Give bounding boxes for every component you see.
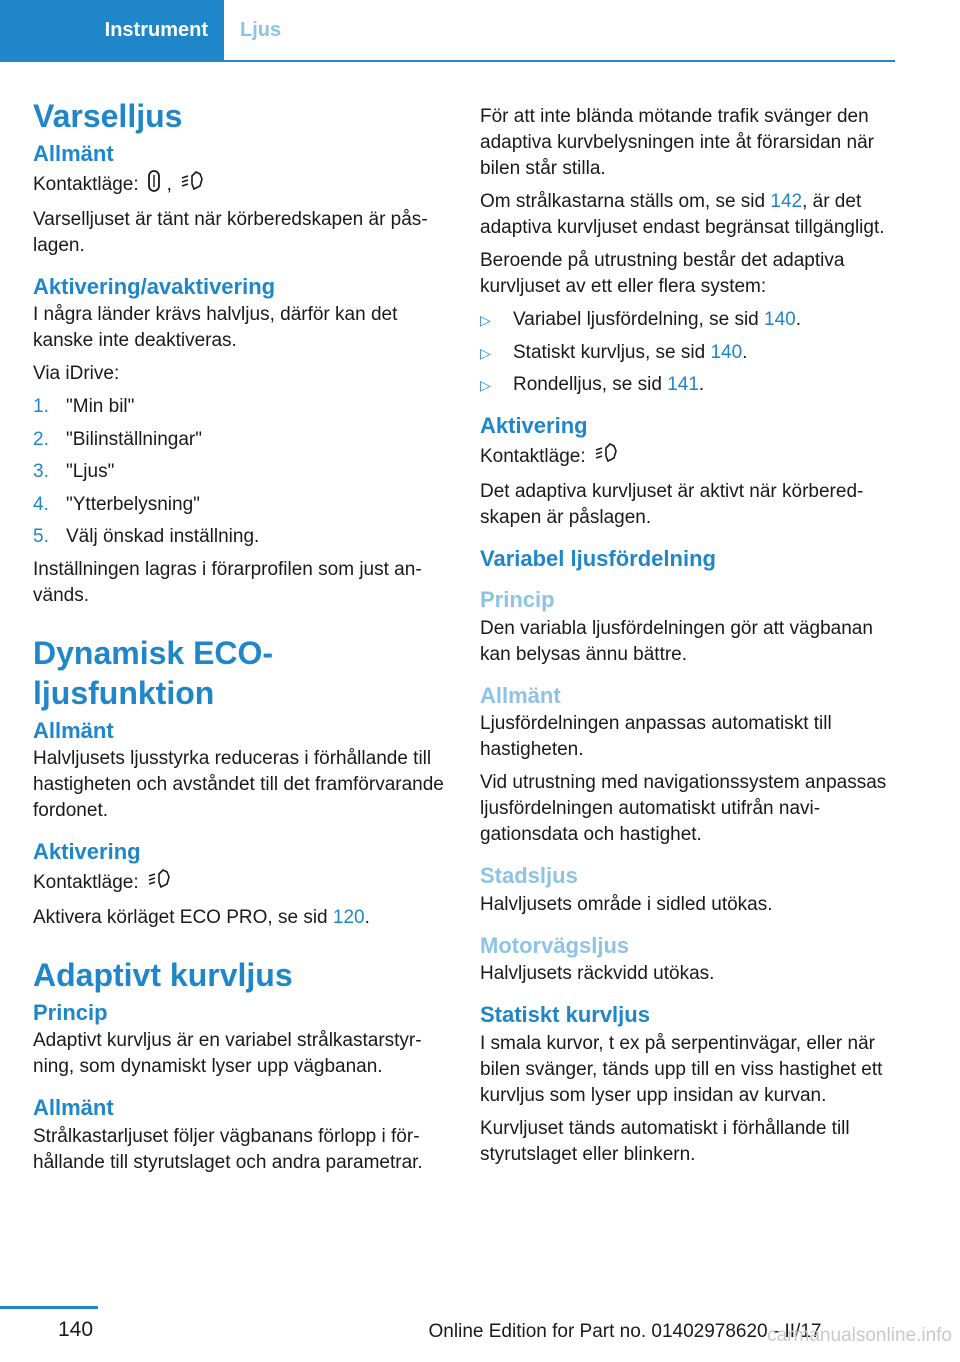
text: Aktivera körläget ECO PRO, se sid (33, 906, 328, 928)
subheading-allmant: Allmänt (33, 141, 114, 166)
tab-instrument[interactable]: Instrument (0, 0, 224, 60)
list-item (480, 340, 895, 366)
paragraph-stadsljus: Halvljusets område i sidled utökas. (480, 893, 773, 915)
list-item (33, 492, 448, 518)
paragraph-variabel-allmant-1: Ljusfördelningen anpassas automatiskt till hastigheten. (480, 713, 832, 760)
heading-varselljus: Varselljus (33, 98, 183, 134)
list-item (480, 372, 895, 398)
system-list (480, 307, 895, 398)
text: . (742, 341, 748, 363)
text: Rondelljus, se sid (513, 374, 662, 395)
list-item (33, 524, 448, 550)
header-rule (0, 60, 895, 62)
key-position-ignition-icon (180, 170, 206, 200)
key-position-radio-icon (147, 170, 161, 200)
left-column (33, 96, 448, 1183)
edition-note: Online Edition for Part no. 01402978620 - II/17 (428, 1321, 822, 1342)
list-item (33, 394, 448, 420)
paragraph-eco-aktivering (33, 905, 448, 931)
page-link[interactable]: 140 (764, 309, 796, 330)
subheading-allmant: Allmänt (33, 1095, 114, 1120)
idrive-steps-list (33, 394, 448, 550)
list-item (480, 307, 895, 333)
step-number: 3. (33, 461, 49, 482)
footer-rule (0, 1306, 98, 1309)
page-link[interactable]: 140 (710, 341, 743, 363)
heading-dynamisk-eco: Dynamisk ECO-ljusfunktion (33, 634, 274, 711)
paragraph-blanda: För att inte blända mötande trafik svänger den adaptiva kurvbelysningen inte åt förarsidan när bilen står stilla. (480, 106, 874, 179)
subheading-stadsljus: Stadsljus (480, 863, 578, 888)
page-link[interactable]: 141 (667, 374, 699, 395)
key-position-label: Kontaktläge: (480, 445, 586, 467)
key-position-separator: , (166, 173, 172, 195)
subheading-statiskt-kurvljus: Statiskt kurvljus (480, 1002, 650, 1027)
subheading-princip: Princip (480, 587, 555, 612)
paragraph-aktiv-kurvljus: Det adaptiva kurvljuset är aktivt när körberedskapen är påslagen. (480, 480, 864, 528)
paragraph-aktivering-info: I några länder krävs halvljus, därför kan det kanske inte deaktiveras. (33, 304, 398, 351)
paragraph-motorvagsljus: Halvljusets räckvidd utökas. (480, 963, 715, 984)
step-text: "Min bil" (66, 396, 135, 417)
key-position-ignition-icon (147, 868, 173, 898)
text: . (364, 906, 370, 928)
paragraph-adaptiv-princip: Adaptivt kurvljus är en variabel strålkastarstyrning, som dynamiskt lyser upp vägbanan. (33, 1030, 422, 1077)
text: Statiskt kurvljus, se sid (513, 341, 706, 363)
step-number: 5. (33, 526, 49, 547)
triangle-bullet-icon: ▷ (480, 344, 491, 361)
paragraph-installning-lagras: Inställningen lagras i förarprofilen som just används. (33, 558, 422, 606)
paragraph-statiskt-1: I smala kurvor, t ex på serpentinvägar, eller när bilen svänger, tänds upp till en viss hastighet ett kurvljus som lyser upp insidan av kurvan. (480, 1032, 883, 1106)
step-number: 1. (33, 396, 49, 417)
key-position-ignition-icon (594, 442, 620, 472)
subheading-princip: Princip (33, 999, 108, 1025)
page-number: 140 (58, 1318, 94, 1341)
list-item (33, 459, 448, 485)
paragraph-via-idrive: Via iDrive: (33, 363, 120, 384)
list-item (33, 427, 448, 453)
triangle-bullet-icon: ▷ (480, 312, 491, 328)
subheading-allmant: Allmänt (33, 717, 114, 743)
subheading-variabel-ljusfordelning: Variabel ljusfördelning (480, 545, 716, 571)
subheading-motorvagsljus: Motorvägsljus (480, 932, 630, 958)
paragraph-variabel-allmant-2: Vid utrustning med navigationssystem anpassas ljusfördelningen automatiskt utifrån navigationsdata och hastighet. (480, 772, 887, 845)
key-position-label: Kontaktläge: (33, 871, 139, 893)
key-position-line (33, 170, 448, 200)
paragraph-eco-allmant: Halvljusets ljusstyrka reduceras i förhållande till hastigheten och avståndet till det framförvarande fordonet. (33, 748, 444, 821)
key-position-line (33, 868, 448, 898)
step-text: "Ljus" (66, 461, 115, 482)
step-number: 2. (33, 428, 49, 450)
page-link[interactable]: 120 (332, 906, 365, 928)
paragraph-variabel-princip: Den variabla ljusfördelningen gör att vägbanan kan belysas ännu bättre. (480, 617, 873, 665)
paragraph-adaptiv-allmant: Strålkastarljuset följer vägbanans förlopp i förhållande till styrutslaget och andra parametrar. (33, 1125, 423, 1173)
text: . (795, 309, 801, 330)
right-column (480, 104, 895, 1175)
paragraph-statiskt-2: Kurvljuset tänds automatiskt i förhållande till styrutslaget eller blinkern. (480, 1117, 850, 1165)
subheading-allmant: Allmänt (480, 682, 561, 708)
step-text: "Bilinställningar" (66, 428, 202, 450)
step-text: "Ytterbelysning" (66, 493, 200, 515)
watermark: carmanualsonline.info (767, 1325, 952, 1346)
subheading-aktivering: Aktivering (480, 413, 588, 438)
page-link[interactable]: 142 (770, 191, 803, 212)
paragraph-varselljus-allmant: Varselljuset är tänt när körberedskapen är påslagen. (33, 208, 428, 256)
key-position-line (480, 442, 895, 472)
heading-adaptivt-kurvljus: Adaptivt kurvljus (33, 956, 293, 993)
paragraph-strålkastare-om (480, 189, 895, 241)
text: Variabel ljusfördelning, se sid (513, 309, 759, 330)
step-text: Välj önskad inställning. (66, 526, 260, 547)
step-number: 4. (33, 493, 49, 515)
subheading-aktivering-avaktivering: Aktivering/avaktivering (33, 273, 276, 299)
chapter-header (0, 0, 895, 62)
tab-ljus[interactable]: Ljus (240, 18, 282, 41)
text: . (698, 374, 705, 395)
text: Om strålkastarna ställs om, se sid (480, 191, 766, 212)
key-position-label: Kontaktläge: (33, 173, 139, 195)
text: , är det adaptiva kurvljuset endast begränsat tillgängligt. (480, 191, 885, 238)
subheading-aktivering: Aktivering (33, 839, 141, 864)
triangle-bullet-icon: ▷ (480, 377, 491, 393)
paragraph-system: Beroende på utrustning består det adaptiva kurvljuset av ett eller flera system: (480, 250, 845, 297)
